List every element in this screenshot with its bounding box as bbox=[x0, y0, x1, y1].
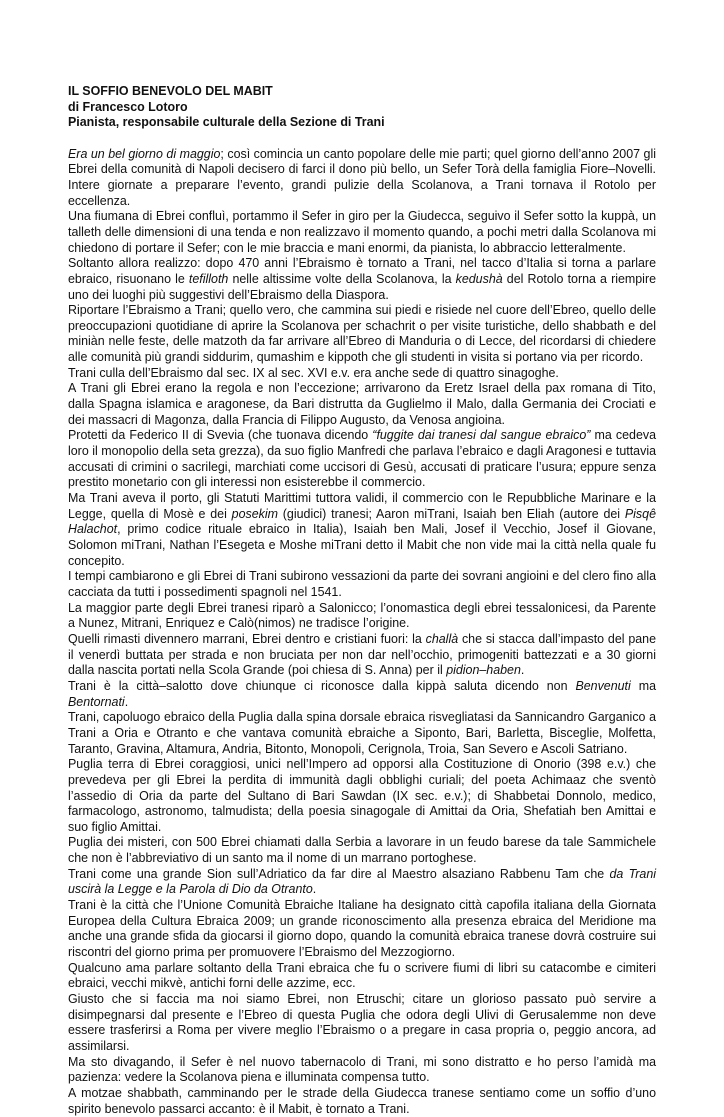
paragraph-text: Ma sto divagando, il Sefer è nel nuovo tabernacolo di Trani, mi sono distratto e ho perso l’amidà ma pazienza: vedere la Scolanova piena e illuminata compensa tutto. bbox=[68, 1054, 656, 1085]
paragraph bbox=[68, 366, 656, 382]
paragraph-text: Ma Trani aveva il porto, gli Statuti Marittimi tuttora validi, il commercio con le Repubbliche Marinare e la Legge, quella di Mosè e dei bbox=[68, 491, 656, 521]
paragraph bbox=[68, 835, 656, 866]
italic-text: tefilloth bbox=[188, 271, 229, 286]
article-body bbox=[68, 147, 656, 1117]
paragraph-text: ma bbox=[630, 678, 656, 693]
article-title: IL SOFFIO BENEVOLO DEL MABIT bbox=[68, 84, 273, 98]
italic-text: pidion–haben bbox=[446, 663, 521, 678]
italic-text: kedushà bbox=[455, 271, 503, 286]
paragraph bbox=[68, 256, 656, 303]
paragraph-text: La maggior parte degli Ebrei tranesi riparò a Salonicco; l’onomastica degli ebrei tessalonicesi, da Parente a Nunez, Mitrani, Enriquez e Calò(nimos) ne tradisce l’origine. bbox=[68, 600, 656, 631]
paragraph-text: . bbox=[312, 882, 317, 897]
paragraph-text: nelle altissime volte della Scolanova, la bbox=[228, 271, 456, 286]
paragraph-text: , primo codice rituale ebraico in Italia), Isaiah ben Mali, Josef il Vecchio, Josef il Giovane, Solomon miTrani, Nathan l’Esegeta e Moshe miTrani detto il Mabit che non vide mai la città nella quale fu concepito. bbox=[68, 522, 656, 568]
italic-text: challà bbox=[425, 631, 459, 646]
paragraph-text: Puglia terra di Ebrei coraggiosi, unici nell’Impero ad opporsi alla Costituzione di Onorio (398 e.v.) che prevedeva per gli Ebrei la perdita di immunità dagli obblighi curiali; del poeta Achimaaz che sventò l’assedio di Oria da parte del Sultano di Bari Sawdan (IX sec. e.v.); di Shabbetai Donnolo, medico, farmacologo, astronomo, talmudista; della poesia sinagogale di Amittai da Oria, Shefatiah ben Amittai e suo figlio Amittai. bbox=[68, 757, 656, 834]
paragraph-text: (giudici) tranesi; Aaron miTrani, Isaiah ben Eliah (autore dei bbox=[277, 506, 625, 521]
paragraph-text: Trani come una grande Sion sull’Adriatico da far dire al Maestro alsaziano Rabbenu Tam che bbox=[68, 866, 610, 881]
paragraph bbox=[68, 1055, 656, 1086]
paragraph bbox=[68, 992, 656, 1055]
paragraph-text: Protetti da Federico II di Svevia (che tuonava dicendo bbox=[68, 428, 373, 443]
document-page bbox=[68, 84, 656, 1117]
italic-text: “fuggite dai tranesi dal sangue ebraico” bbox=[372, 428, 591, 443]
italic-text: Benvenuti bbox=[575, 678, 631, 693]
paragraph-text: del Rotolo torna a riempire uno dei luoghi più suggestivi dell’Ebraismo della Diaspora. bbox=[68, 271, 656, 302]
italic-text: Era un bel giorno di maggio bbox=[68, 146, 221, 161]
paragraph-text: Trani è la città che l’Unione Comunità Ebraiche Italiane ha designato città capofila italiana della Giornata Europea della Cultura Ebraica 2009; un grande riconoscimento alla presenza ebraica del Meridione ma anche una grande sfida da giocarsi il giorno dopo, quando la comunità ebraica tranese dovrà costruire sui riscontri del giorno prima per promuovere l’Ebraismo del Mezzogiorno. bbox=[68, 898, 656, 960]
paragraph-text: Riportare l’Ebraismo a Trani; quello vero, che cammina sui piedi e risiede nel cuore dell’Ebreo, quello delle preoccupazioni quotidiane di aprire la Scolanova per schachrit o per visite turistiche, dello shabbath e del miniàn nelle feste, delle matzoth da far arrivare all’Ebreo di Manduria o di Lecce, del ricordarsi di chiedere alle comunità più grandi siddurim, qumashim e kippoth che gli studenti in visita si portano via per ricordo. bbox=[68, 303, 656, 365]
paragraph-text: Soltanto allora realizzo: dopo 470 anni l’Ebraismo è tornato a Trani, nel tacco d’Italia si torna a parlare ebraico, risuonano le bbox=[68, 256, 656, 286]
paragraph bbox=[68, 209, 656, 256]
paragraph-text: A motzae shabbath, camminando per le strade della Giudecca tranese sentiamo come un soffio d’uno spirito benevolo passarci accanto: è il Mabit, è tornato a Trani. bbox=[68, 1085, 656, 1116]
paragraph bbox=[68, 867, 656, 898]
paragraph-text: ; così comincia un canto popolare delle mie parti; quel giorno dell’anno 2007 gli Ebrei della comunità di Napoli decisero di farci il dono più bello, un Sefer Torà della famiglia Fiore–Novelli. Intere giornate a preparare l’evento, grandi pulizie della Scolanova, a Trani tornava il Rotolo per eccellenza. bbox=[68, 146, 656, 208]
paragraph-text: Una fiumana di Ebrei confluì, portammo il Sefer in giro per la Giudecca, seguivo il Sefer sotto la kuppà, un talleth delle dimensioni di una tenda e non realizzavo il momento quando, a pochi metri dalla Scolanova mi chiedono di portare il Sefer; con le mie braccia e mani enormi, da pianista, lo abbraccio letteralmente. bbox=[68, 209, 656, 255]
paragraph bbox=[68, 1086, 656, 1117]
author-role: Pianista, responsabile culturale della Sezione di Trani bbox=[68, 115, 385, 130]
paragraph bbox=[68, 601, 656, 632]
paragraph-text: Qualcuno ama parlare soltanto della Trani ebraica che fu o scrivere fiumi di libri su catacombe e cimiteri ebraici, vecchi mikvè, antichi forni delle azzime, ecc. bbox=[68, 960, 656, 991]
paragraph bbox=[68, 147, 656, 210]
italic-text: da Trani uscirà la Legge e la Parola di Dio da Otranto bbox=[68, 866, 656, 897]
paragraph-text: I tempi cambiarono e gli Ebrei di Trani subirono vessazioni da parte dei sovrani angioini e del clero fino alla cacciata da tutti i possedimenti spagnoli nel 1541. bbox=[68, 569, 656, 599]
paragraph bbox=[68, 569, 656, 600]
italic-text: Pisqê Halachot bbox=[68, 506, 656, 537]
spacer bbox=[68, 131, 656, 147]
paragraph-text: . bbox=[520, 663, 525, 678]
paragraph bbox=[68, 381, 656, 428]
paragraph bbox=[68, 428, 656, 491]
paragraph bbox=[68, 632, 656, 679]
paragraph-text: che si stacca dall’impasto del pane il venerdì buttata per strada e non bruciata per non dar nell’occhio, primogeniti battezzati e a 30 giorni dalla nascita portati nella Scola Grande (poi chiesa di S. Anna) per il bbox=[68, 631, 656, 678]
paragraph bbox=[68, 898, 656, 961]
italic-text: Bentornati bbox=[68, 694, 125, 709]
paragraph bbox=[68, 710, 656, 757]
paragraph-text: A Trani gli Ebrei erano la regola e non l’eccezione; arrivarono da Eretz Israel della pax romana di Tito, dalla Spagna islamica e aragonese, da Bari distrutta da Guglielmo il Malo, dalla Germania dei Crociati e dei massacri di Magonza, dalla Francia di Filippo Augusto, da Venosa angioina. bbox=[68, 381, 656, 427]
article-author: di Francesco Lotoro bbox=[68, 99, 188, 114]
paragraph bbox=[68, 757, 656, 835]
italic-text: posekim bbox=[231, 506, 278, 521]
paragraph-text: Trani, capoluogo ebraico della Puglia dalla spina dorsale ebraica risvegliatasi da Sannicandro Garganico a Trani a Oria e Otranto e che vantava comunità ebraiche a Siponto, Bari, Barletta, Bisceglie, Molfetta, Taranto, Gravina, Altamura, Andria, Bitonto, Monopoli, Cerignola, Troia, San Severo e Ascoli Satriano. bbox=[68, 710, 656, 756]
paragraph bbox=[68, 961, 656, 992]
paragraph-text: ma cedeva loro il monopolio della seta grezza), da suo figlio Manfredi che parlava l’ebraico e dagli Aragonesi e tuttavia accusati di crimini o sacrilegi, marchiati come uccisori di Gesù, accusati di praticare l’usura; eppure senza prestito monetario con gli interessi non esisterebbe il commercio. bbox=[68, 428, 656, 490]
paragraph-text: Quelli rimasti divennero marrani, Ebrei dentro e cristiani fuori: la bbox=[68, 631, 426, 646]
paragraph bbox=[68, 303, 656, 366]
paragraph bbox=[68, 679, 656, 710]
paragraph-text: Trani è la città–salotto dove chiunque ci riconosce dalla kippà saluta dicendo non bbox=[68, 678, 576, 693]
paragraph-text: Giusto che si faccia ma noi siamo Ebrei, non Etruschi; citare un glorioso passato può servire a disimpegnarsi dal presente e l’Ebreo di questa Puglia che odora degli Ulivi di Gerusalemme non deve essere trasferirsi a Roma per vivere meglio l’Ebraismo o a pregare in casa propria o, peggio ancora, ad assimilarsi. bbox=[68, 992, 656, 1054]
paragraph-text: Puglia dei misteri, con 500 Ebrei chiamati dalla Serbia a lavorare in un feudo barese da tale Sammichele che non è l’abbreviativo di un santo ma il nome di un marrano portoghese. bbox=[68, 835, 656, 866]
paragraph bbox=[68, 491, 656, 569]
paragraph-text: . bbox=[124, 694, 129, 709]
paragraph-text: Trani culla dell’Ebraismo dal sec. IX al sec. XVI e.v. era anche sede di quattro sinagoghe. bbox=[68, 365, 559, 380]
